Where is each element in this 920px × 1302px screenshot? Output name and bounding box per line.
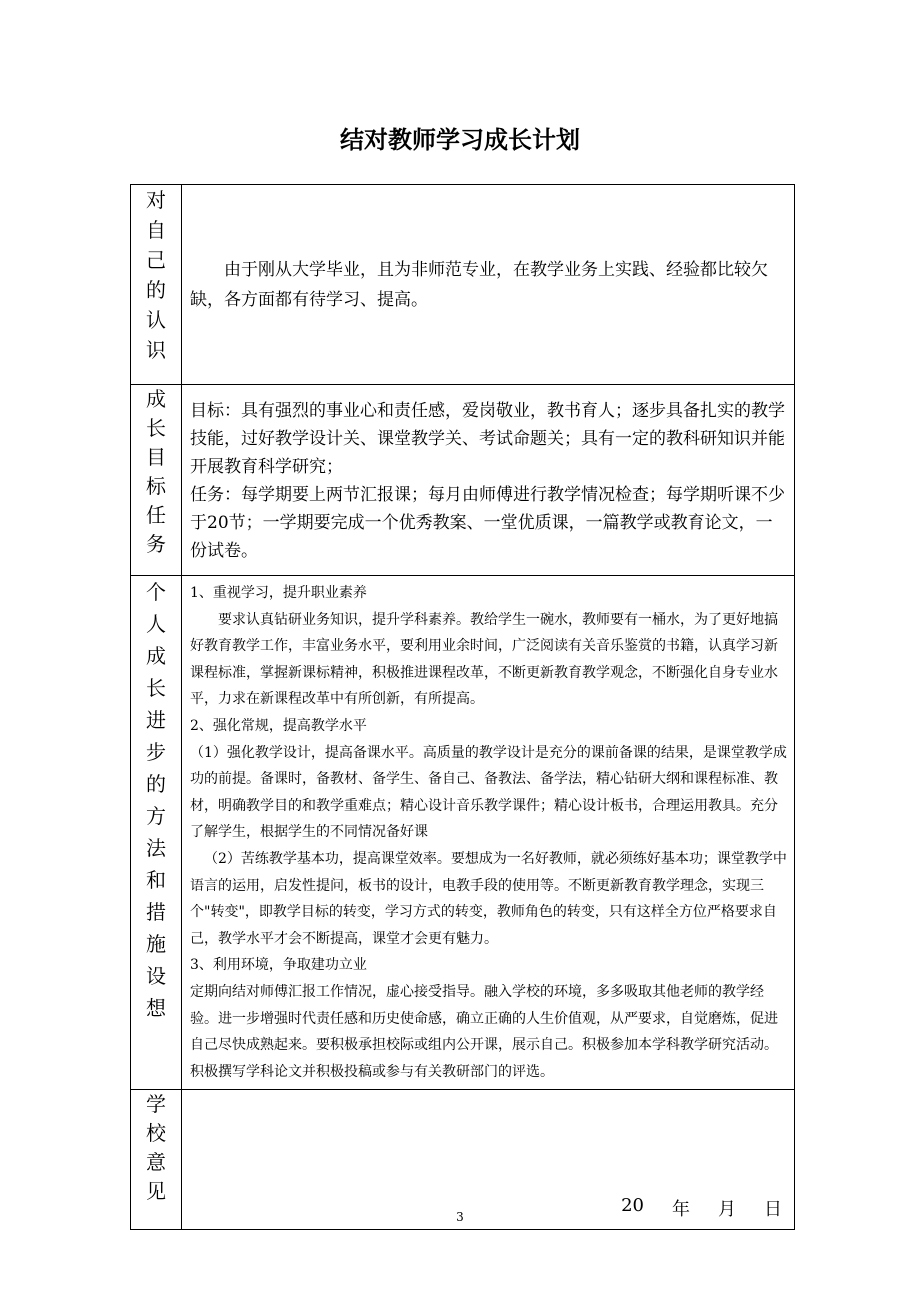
tasks-paragraph: 任务：每学期要上两节汇报课；每月由师傅进行教学情况检查；每学期听课不少于20节；一学期要完成一个优秀教案、一堂优质课，一篇教学或教育论文，一份试卷。 <box>190 485 785 561</box>
goals-tasks-content <box>182 385 795 576</box>
date-month: 月 <box>718 1199 736 1221</box>
label-char: 任 <box>146 503 166 527</box>
label-char: 的 <box>146 278 166 302</box>
page-title: 结对教师学习成长计划 <box>340 126 580 154</box>
label-char: 己 <box>146 248 166 272</box>
paragraph: 要求认真钻研业务知识，提升学科素养。教给学生一碗水，教师要有一桶水，为了更好地搞好教育教学工作，丰富业务水平，要利用业余时间，广泛阅读有关音乐鉴赏的书籍，认真学习新课程标准，掌握新课标精神，积极推进课程改革，不断更新教育教学观念，不断强化自身专业水平，力求在新课程改革中有所创新，有所提高。 <box>190 611 778 708</box>
methods-content <box>182 576 795 1090</box>
label-char: 想 <box>146 996 166 1020</box>
label-char: 认 <box>146 308 166 332</box>
row-label-methods <box>131 576 182 1090</box>
table-row-self-awareness <box>131 185 795 385</box>
table-row-goals-tasks <box>131 385 795 576</box>
goals-paragraph: 目标：具有强烈的事业心和责任感，爱岗敬业，教书育人；逐步具备扎实的教学技能，过好教学设计关、课堂教学关、考试命题关；具有一定的教科研知识并能开展教育科学研究； <box>190 401 785 477</box>
page-number: 3 <box>456 1210 464 1224</box>
label-char: 施 <box>146 932 166 956</box>
paragraph: 由于刚从大学毕业，且为非师范专业，在教学业务上实践、经验都比较欠缺，各方面都有待学习、提高。 <box>190 259 768 310</box>
label-char: 长 <box>146 416 166 440</box>
date-year-prefix: 20 <box>621 1195 644 1217</box>
label-char: 措 <box>146 900 166 924</box>
label-char: 对 <box>146 188 166 212</box>
section-heading-3: 3、利用环境，争取建功立业 <box>190 957 367 974</box>
label-char: 成 <box>146 387 166 411</box>
section-heading-1: 1、重视学习，提升职业素养 <box>190 585 367 601</box>
label-char: 学 <box>146 1092 166 1117</box>
label-char: 人 <box>146 612 166 636</box>
label-char: 校 <box>146 1121 166 1146</box>
label-char: 进 <box>146 708 166 732</box>
date-year: 年 <box>672 1199 690 1221</box>
label-char: 个 <box>146 580 166 604</box>
label-char: 目 <box>146 445 166 469</box>
growth-plan-table <box>130 184 795 1230</box>
row-label-goals-tasks <box>131 385 182 576</box>
label-char: 标 <box>146 474 166 498</box>
paragraph: 定期向结对师傅汇报工作情况，虚心接受指导。融入学校的环境，多多吸取其他老师的教学经验。进一步增强时代责任感和历史使命感，确立正确的人生价值观，从严要求，自觉磨炼，促进自己尽快成熟起来。要积极承担校际或组内公开课，展示自己。积极参加本学科教学研究活动。积极撰写学科论文并积极投稿或参与有关教研部门的评选。 <box>190 983 778 1080</box>
label-char: 自 <box>146 218 166 242</box>
section-heading-2: 2、强化常规，提高教学水平 <box>190 717 367 734</box>
label-char: 长 <box>146 676 166 700</box>
paragraph: （1）强化教学设计，提高备课水平。高质量的教学设计是充分的课前备课的结果，是课堂教学成功的前提。备课时，备教材、备学生、备自己、备教法、备学法，精心钻研大纲和课程标准、教材，明确教学目的和教学重难点；精心设计音乐教学课件；精心设计板书，合理运用教具。充分了解学生，根据学生的不同情况备好课 <box>190 744 787 841</box>
self-awareness-content <box>182 185 795 385</box>
school-opinion-content <box>182 1090 795 1230</box>
table-row-school-opinion <box>131 1090 795 1230</box>
row-label-school-opinion <box>131 1090 182 1230</box>
row-label-self-awareness <box>131 185 182 385</box>
label-char: 步 <box>146 740 166 764</box>
label-char: 和 <box>146 868 166 892</box>
date-day: 日 <box>764 1199 782 1221</box>
label-char: 意 <box>146 1150 166 1175</box>
label-char: 见 <box>146 1179 166 1204</box>
label-char: 法 <box>146 836 166 860</box>
label-char: 设 <box>146 964 166 988</box>
paragraph: （2）苦练教学基本功，提高课堂效率。要想成为一名好教师，就必须练好基本功；课堂教学中语言的运用，启发性提问，板书的设计，电教手段的使用等。不断更新教育教学理念，实现三个"转变"，即教学目标的转变，学习方式的转变，教师角色的转变，只有这样全方位严格要求自己，教学水平才会不断提高，课堂才会更有魅力。 <box>190 850 787 947</box>
label-char: 识 <box>146 338 166 362</box>
table-row-methods <box>131 576 795 1090</box>
label-char: 成 <box>146 644 166 668</box>
label-char: 务 <box>146 532 166 556</box>
label-char: 的 <box>146 772 166 796</box>
label-char: 方 <box>146 804 166 828</box>
